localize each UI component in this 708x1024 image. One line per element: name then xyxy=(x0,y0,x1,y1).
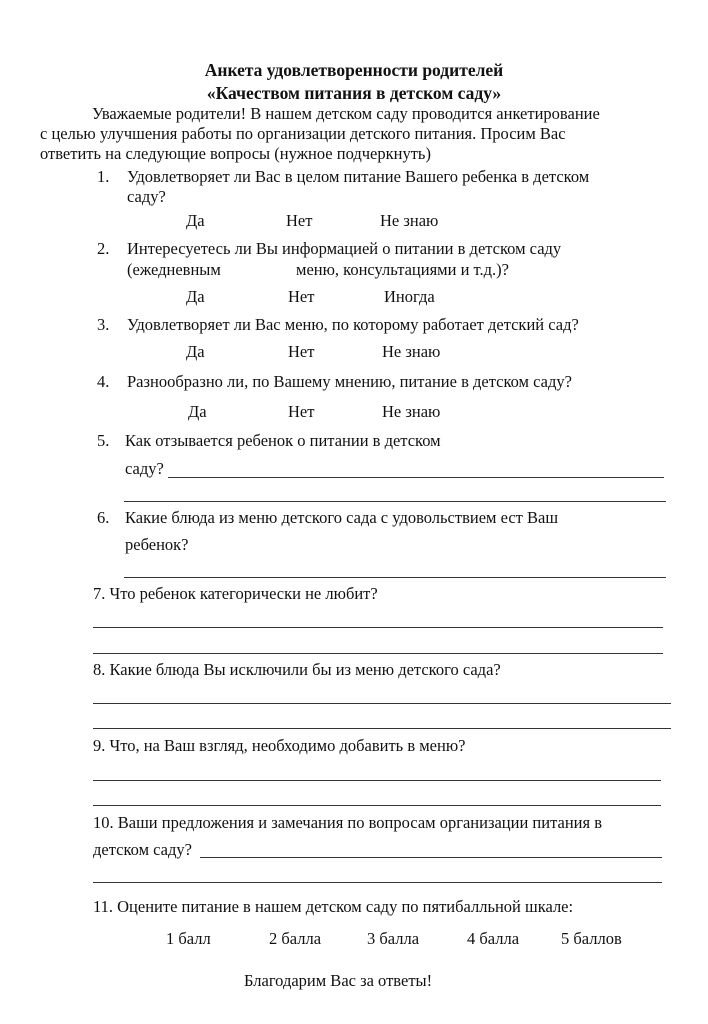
q7-answer-line-2[interactable] xyxy=(93,653,663,654)
q2-text-line2b: меню, консультациями и т.д.)? xyxy=(296,260,509,279)
q1-text-line2: саду? xyxy=(127,187,166,206)
q4-text: Разнообразно ли, по Вашему мнению, питание в детском саду? xyxy=(127,372,572,391)
q11-option-5[interactable]: 5 баллов xyxy=(561,929,622,948)
q3-option-dont-know[interactable]: Не знаю xyxy=(382,342,441,361)
q4-option-dont-know[interactable]: Не знаю xyxy=(382,402,441,421)
q10-text-line2: детском саду? xyxy=(93,840,192,859)
q5-text-line2: саду? xyxy=(125,459,164,478)
q4-option-yes[interactable]: Да xyxy=(188,402,207,421)
q1-text-line1: Удовлетворяет ли Вас в целом питание Вашего ребенка в детском xyxy=(127,167,590,186)
q6-answer-line[interactable] xyxy=(124,577,666,578)
q1-option-yes[interactable]: Да xyxy=(186,211,205,230)
q5-answer-line-2[interactable] xyxy=(124,501,666,502)
q7-answer-line-1[interactable] xyxy=(93,627,663,628)
q9-answer-line-2[interactable] xyxy=(93,805,661,806)
q10-text-line1: 10. Ваши предложения и замечания по вопросам организации питания в xyxy=(93,813,602,832)
q8-text: 8. Какие блюда Вы исключили бы из меню детского сада? xyxy=(93,660,501,679)
q3-option-yes[interactable]: Да xyxy=(186,342,205,361)
q3-number: 3. xyxy=(97,315,110,334)
q11-option-3[interactable]: 3 балла xyxy=(367,929,420,948)
q3-option-no[interactable]: Нет xyxy=(288,342,315,361)
q11-option-2[interactable]: 2 балла xyxy=(269,929,322,948)
intro-line1: Уважаемые родители! В нашем детском саду проводится анкетирование xyxy=(92,104,600,123)
q11-option-4[interactable]: 4 балла xyxy=(467,929,520,948)
q10-answer-line-2[interactable] xyxy=(93,882,662,883)
q6-number: 6. xyxy=(97,508,110,527)
q1-option-no[interactable]: Нет xyxy=(286,211,313,230)
q3-text: Удовлетворяет ли Вас меню, по которому работает детский сад? xyxy=(127,315,579,334)
q2-option-no[interactable]: Нет xyxy=(288,287,315,306)
q2-option-yes[interactable]: Да xyxy=(186,287,205,306)
q2-text-line2a: (ежедневным xyxy=(127,260,221,279)
form-title-line2: «Качеством питания в детском саду» xyxy=(206,83,502,103)
intro-line3: ответить на следующие вопросы (нужное подчеркнуть) xyxy=(40,144,431,163)
q7-text: 7. Что ребенок категорически не любит? xyxy=(93,584,378,603)
q4-number: 4. xyxy=(97,372,110,391)
q1-option-dont-know[interactable]: Не знаю xyxy=(380,211,439,230)
intro-line2: с целью улучшения работы по организации детского питания. Просим Вас xyxy=(40,124,566,143)
form-title-line1: Анкета удовлетворенности родителей xyxy=(204,60,504,80)
q2-number: 2. xyxy=(97,239,110,258)
q2-text-line1: Интересуетесь ли Вы информацией о питании в детском саду xyxy=(127,239,562,258)
q4-option-no[interactable]: Нет xyxy=(288,402,315,421)
q11-option-1[interactable]: 1 балл xyxy=(166,929,211,948)
q10-answer-line-1[interactable] xyxy=(200,857,662,858)
q11-text: 11. Оцените питание в нашем детском саду по пятибалльной шкале: xyxy=(93,897,574,916)
q5-text-line1: Как отзывается ребенок о питании в детском xyxy=(125,431,441,450)
q5-answer-line-1[interactable] xyxy=(168,477,664,478)
q1-number: 1. xyxy=(97,167,110,186)
q6-text-line2: ребенок? xyxy=(125,535,189,554)
q8-answer-line-2[interactable] xyxy=(93,728,671,729)
q9-text: 9. Что, на Ваш взгляд, необходимо добавить в меню? xyxy=(93,736,466,755)
q8-answer-line-1[interactable] xyxy=(93,703,671,704)
closing-thanks: Благодарим Вас за ответы! xyxy=(244,971,433,990)
q2-option-sometimes[interactable]: Иногда xyxy=(384,287,435,306)
q5-number: 5. xyxy=(97,431,110,450)
q9-answer-line-1[interactable] xyxy=(93,780,661,781)
q6-text-line1: Какие блюда из меню детского сада с удовольствием ест Ваш xyxy=(125,508,559,527)
